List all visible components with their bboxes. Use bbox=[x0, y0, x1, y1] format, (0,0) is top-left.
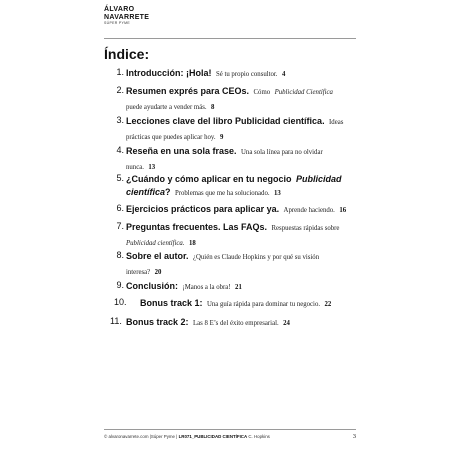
toc-item-number: 1. bbox=[116, 67, 124, 77]
toc-item-page: 9 bbox=[220, 134, 224, 141]
toc-item-description: Aprende haciendo. bbox=[283, 207, 335, 214]
toc-item-number: 5. bbox=[116, 173, 124, 183]
top-divider bbox=[104, 38, 356, 39]
toc-item-page: 4 bbox=[281, 71, 286, 78]
logo-line-first-name: ÁLVARO bbox=[104, 6, 135, 13]
toc-item-number: 4. bbox=[116, 145, 124, 155]
toc-item-page: 22 bbox=[324, 301, 332, 308]
toc-item-page: 20 bbox=[154, 269, 162, 276]
toc-item-description-cont: puede ayudarte a vender más. bbox=[126, 104, 207, 111]
toc-item-number: 7. bbox=[116, 221, 124, 231]
toc-item-page: 21 bbox=[235, 284, 242, 291]
toc-item-number: 2. bbox=[116, 85, 124, 95]
toc-item-description: Cómo bbox=[253, 89, 271, 96]
toc-item-page: 16 bbox=[339, 207, 347, 214]
toc-item-number: 3. bbox=[116, 115, 124, 125]
toc-item-title: Introducción: ¡Hola! bbox=[126, 68, 212, 78]
toc-item-book-title: Publicidad Científica bbox=[274, 89, 333, 96]
toc-item-description: Una sola línea para no olvidar bbox=[241, 149, 323, 156]
toc-item-title: Reseña en una sola frase. bbox=[126, 146, 237, 156]
toc-item-number: 9. bbox=[116, 280, 124, 290]
toc-item-page: 24 bbox=[283, 320, 290, 327]
toc-item-description-cont: interesa? bbox=[126, 269, 151, 276]
toc-item-description: Las 8 E’s del éxito empresarial. bbox=[192, 320, 279, 327]
toc-item-description: ¡Manos a la obra! bbox=[182, 284, 231, 291]
toc-item-number: 11. bbox=[110, 316, 122, 326]
page-footer bbox=[104, 434, 356, 444]
toc-item-description: Problemas que me ha solucionado. bbox=[174, 190, 270, 197]
logo-line-last-name: NAVARRETE bbox=[104, 14, 150, 21]
brand-logo bbox=[104, 6, 149, 26]
footer-prefix: © alvaronavarrete.com |Súper Pyme | bbox=[104, 434, 178, 439]
toc-item-title: ¿Cuándo y cómo aplicar en tu negocio bbox=[126, 174, 292, 184]
page-number: 3 bbox=[352, 433, 356, 440]
toc-item-number: 8. bbox=[116, 250, 124, 260]
page-title: Índice: bbox=[104, 46, 150, 62]
toc-item-title: Lecciones clave del libro Publicidad científica. bbox=[126, 116, 325, 126]
toc-item-book-title: Publicidad bbox=[295, 174, 342, 184]
footer-code: LR071_PUBLICIDAD CIENTÍFICA bbox=[178, 434, 248, 439]
bottom-divider bbox=[104, 429, 356, 430]
toc-item-description: Una guía rápida para dominar tu negocio. bbox=[206, 301, 321, 308]
toc-item-page: 13 bbox=[148, 164, 156, 171]
toc-item-title: Preguntas frecuentes. Las FAQs. bbox=[126, 222, 268, 232]
toc-item-title: Resumen exprés para CEOs. bbox=[126, 86, 250, 96]
toc-item-description: Respuestas rápidas sobre bbox=[271, 225, 340, 232]
footer-suffix: C. Hopkins bbox=[248, 434, 270, 439]
toc-item-page: 18 bbox=[188, 240, 196, 247]
toc-item-title-end: ? bbox=[165, 187, 171, 197]
toc-item-number: 10. bbox=[114, 297, 127, 307]
toc-item-title: Bonus track 2: bbox=[126, 317, 189, 327]
toc-item-book-title-cont: científica bbox=[126, 187, 166, 197]
toc-item-description-cont: nunca. bbox=[126, 164, 144, 171]
toc-item-page: 8 bbox=[211, 104, 215, 111]
footer-credit bbox=[104, 434, 270, 439]
logo-tagline: SÚPER PYME bbox=[104, 21, 130, 25]
toc-item-description-cont: prácticas que puedes aplicar hoy. bbox=[126, 134, 216, 141]
toc-item-number: 6. bbox=[116, 203, 124, 213]
toc-item-description: Sé tu propio consultor. bbox=[215, 71, 278, 78]
toc-item-description: ¿Quién es Claude Hopkins y por qué su visión bbox=[192, 254, 320, 261]
toc-item-description: Ideas bbox=[329, 119, 344, 126]
toc-item-title: Sobre el autor. bbox=[126, 251, 189, 261]
toc-item-title: Bonus track 1: bbox=[140, 298, 203, 308]
toc-item-book-title: Publicidad científica. bbox=[126, 240, 185, 247]
toc-item-page: 13 bbox=[274, 190, 281, 197]
toc-item-title: Conclusión: bbox=[126, 281, 178, 291]
toc-item-title: Ejercicios prácticos para aplicar ya. bbox=[126, 204, 280, 214]
